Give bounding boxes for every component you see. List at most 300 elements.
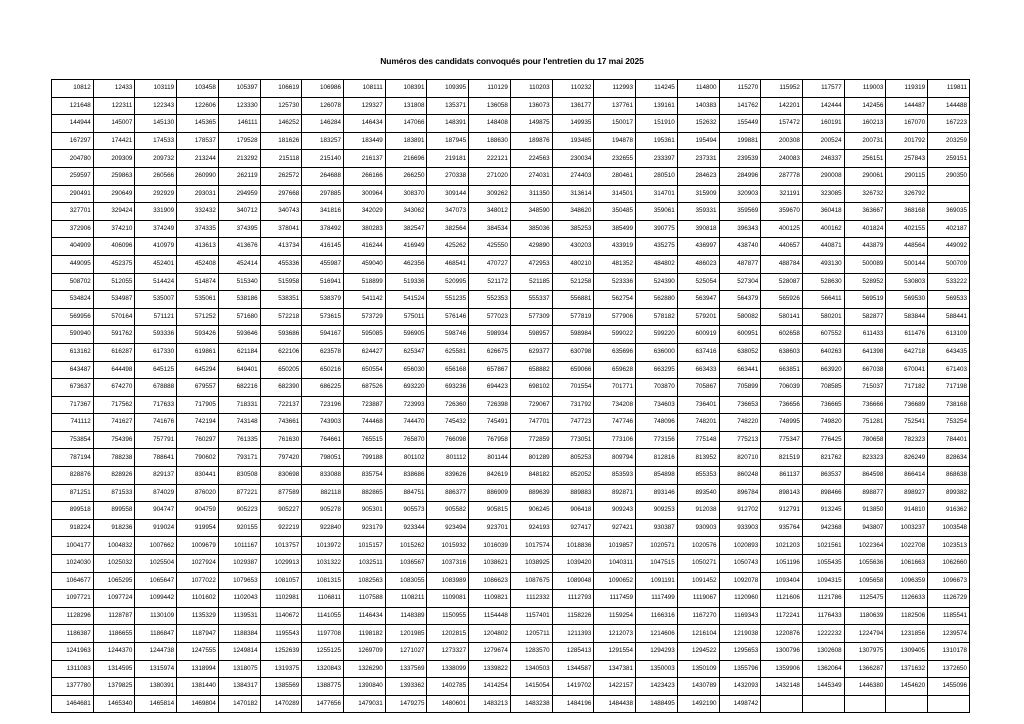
- table-cell: 629377: [510, 343, 552, 361]
- table-cell: 108391: [385, 80, 427, 98]
- table-cell: 1350109: [677, 660, 719, 678]
- table-cell: 923179: [344, 519, 386, 537]
- table-cell: 452414: [218, 255, 260, 273]
- table-cell: 1318075: [218, 660, 260, 678]
- table-row: [52, 590, 970, 608]
- table-cell: 898927: [886, 484, 928, 502]
- table-cell: 793171: [218, 449, 260, 467]
- table-cell: 262119: [218, 167, 260, 185]
- table-cell: 1148389: [385, 607, 427, 625]
- table-cell: 372906: [52, 220, 94, 238]
- table-cell: 743661: [260, 414, 302, 432]
- table-cell: 780658: [844, 431, 886, 449]
- table-cell: 1446380: [844, 678, 886, 696]
- table-row: [52, 115, 970, 133]
- table-cell: 435275: [636, 238, 678, 256]
- table-cell: 744470: [385, 414, 427, 432]
- table-cell: 734603: [636, 396, 678, 414]
- table-cell: 270338: [427, 167, 469, 185]
- table-cell: 1112332: [510, 590, 552, 608]
- table-cell: 1130109: [135, 607, 177, 625]
- table-cell: 682216: [218, 379, 260, 397]
- table-cell: 1081057: [260, 572, 302, 590]
- table-cell: 637416: [677, 343, 719, 361]
- table-cell: 734208: [594, 396, 636, 414]
- table-cell: 644498: [93, 361, 135, 379]
- table-cell: 717562: [93, 396, 135, 414]
- table-row: [52, 308, 970, 326]
- table-cell: 326792: [886, 185, 928, 203]
- table-cell: 264688: [302, 167, 344, 185]
- table-cell: 747723: [552, 414, 594, 432]
- table-cell: 500144: [886, 255, 928, 273]
- table-cell: 167070: [886, 115, 928, 133]
- table-cell: 117577: [802, 80, 844, 98]
- table-cell: 109395: [427, 80, 469, 98]
- table-row: [52, 185, 970, 203]
- table-cell: 280461: [594, 167, 636, 185]
- table-row: [52, 150, 970, 168]
- table-cell: 1423423: [636, 678, 678, 696]
- table-cell: 209732: [135, 150, 177, 168]
- table-cell: 160213: [844, 115, 886, 133]
- table-cell: 1106811: [302, 590, 344, 608]
- table-cell: 413734: [260, 238, 302, 256]
- table-cell: 593426: [177, 326, 219, 344]
- table-cell: 659066: [552, 361, 594, 379]
- table-cell: 149875: [510, 115, 552, 133]
- table-cell: 1055435: [802, 555, 844, 573]
- table-cell: 1139531: [218, 607, 260, 625]
- table-cell: 213292: [218, 150, 260, 168]
- table-cell: 1090652: [594, 572, 636, 590]
- table-cell: 860248: [719, 467, 761, 485]
- table-cell: 1202815: [427, 625, 469, 643]
- table-cell: 1214606: [636, 625, 678, 643]
- table-cell: 374395: [218, 220, 260, 238]
- table-cell: 368168: [886, 203, 928, 221]
- table-cell: 136073: [510, 97, 552, 115]
- table-cell: 1393362: [385, 678, 427, 696]
- table-cell: 533222: [928, 273, 970, 291]
- table-cell: 1108211: [385, 590, 427, 608]
- table-cell: 1432093: [719, 678, 761, 696]
- table-cell: 899518: [52, 502, 94, 520]
- table-cell: 528952: [844, 273, 886, 291]
- table-cell: 623578: [302, 343, 344, 361]
- page-title: Numéros des candidats convoqués pour l'entretien du 17 mai 2025: [380, 56, 644, 66]
- table-cell: 752541: [886, 414, 928, 432]
- table-cell: 1249814: [218, 643, 260, 661]
- table-cell: 384534: [469, 220, 511, 238]
- table-cell: 1220876: [761, 625, 803, 643]
- table-cell: 813952: [677, 449, 719, 467]
- table-cell: 922840: [302, 519, 344, 537]
- table-cell: 512055: [93, 273, 135, 291]
- table-cell: 121648: [52, 97, 94, 115]
- table-cell: 514424: [135, 273, 177, 291]
- table-cell: 1239574: [928, 625, 970, 643]
- table-cell: 140383: [677, 97, 719, 115]
- table-cell: 577819: [552, 308, 594, 326]
- table-cell: 1310178: [928, 643, 970, 661]
- table-cell: 178537: [177, 132, 219, 150]
- table-cell: 920155: [218, 519, 260, 537]
- table-cell: 1017574: [510, 537, 552, 555]
- table-cell: 761630: [260, 431, 302, 449]
- table-cell: 1291554: [594, 643, 636, 661]
- table-cell: 1120960: [719, 590, 761, 608]
- table-cell: 290061: [844, 167, 886, 185]
- table-cell: 562754: [594, 291, 636, 309]
- table-cell: 636000: [636, 343, 678, 361]
- table-cell: 896784: [719, 484, 761, 502]
- table-cell: 174533: [135, 132, 177, 150]
- table-cell: 919954: [177, 519, 219, 537]
- table-cell: 1318994: [177, 660, 219, 678]
- table-cell: 670041: [886, 361, 928, 379]
- table-cell: 1077022: [177, 572, 219, 590]
- table-cell: 828926: [93, 467, 135, 485]
- table-cell: 1004177: [52, 537, 94, 555]
- table-cell: 823323: [844, 449, 886, 467]
- table-cell: 136058: [469, 97, 511, 115]
- table-cell: 390818: [677, 220, 719, 238]
- table-cell: 1029387: [218, 555, 260, 573]
- table-cell: 209309: [93, 150, 135, 168]
- table-cell: 350485: [594, 203, 636, 221]
- table-cell: 828634: [928, 449, 970, 467]
- table-cell: 1295653: [719, 643, 761, 661]
- table-cell: 1488495: [636, 695, 678, 713]
- table-cell: 518899: [344, 273, 386, 291]
- table-cell: 863537: [802, 467, 844, 485]
- table-cell: 1086623: [469, 572, 511, 590]
- table-cell: 1112793: [552, 590, 594, 608]
- table-cell: 1047515: [636, 555, 678, 573]
- table-cell: 1101602: [177, 590, 219, 608]
- table-cell: 923494: [427, 519, 469, 537]
- table-cell: 402155: [886, 220, 928, 238]
- table-cell: 1294522: [677, 643, 719, 661]
- table-cell: 1465814: [135, 695, 177, 713]
- table-cell: 1350003: [636, 660, 678, 678]
- table-cell: 619861: [177, 343, 219, 361]
- table-cell: 1477656: [302, 695, 344, 713]
- table-cell: 1198182: [344, 625, 386, 643]
- table-cell: 916362: [928, 502, 970, 520]
- table-cell: 215118: [260, 150, 302, 168]
- table-cell: 378492: [302, 220, 344, 238]
- table-cell: 613162: [52, 343, 94, 361]
- table-cell: 135371: [427, 97, 469, 115]
- table-cell: 667038: [844, 361, 886, 379]
- table-cell: 300964: [344, 185, 386, 203]
- table-cell: 146434: [344, 115, 386, 133]
- table-cell: 359569: [719, 203, 761, 221]
- table-cell: 821762: [802, 449, 844, 467]
- table-cell: 1079653: [218, 572, 260, 590]
- table-cell: 1083055: [385, 572, 427, 590]
- table-cell: 1445349: [802, 678, 844, 696]
- table-cell: 144487: [886, 97, 928, 115]
- table-cell: 596905: [385, 326, 427, 344]
- table-cell: 913245: [802, 502, 844, 520]
- table-cell: 429890: [510, 238, 552, 256]
- table-cell: 1095658: [844, 572, 886, 590]
- table-cell: 1051196: [761, 555, 803, 573]
- table-cell: 222121: [469, 150, 511, 168]
- table-cell: 765870: [385, 431, 427, 449]
- table-cell: 290350: [928, 167, 970, 185]
- table-cell: 868638: [928, 467, 970, 485]
- table-cell: 893540: [677, 484, 719, 502]
- table-cell: 390775: [636, 220, 678, 238]
- table-cell: 1483213: [469, 695, 511, 713]
- table-cell: 292929: [135, 185, 177, 203]
- table-cell: 905301: [344, 502, 386, 520]
- table-cell: 144944: [52, 115, 94, 133]
- table-cell: 521258: [552, 273, 594, 291]
- table-cell: 167297: [52, 132, 94, 150]
- table-cell: 830508: [218, 467, 260, 485]
- table-cell: 1065647: [135, 572, 177, 590]
- table-cell: 914810: [886, 502, 928, 520]
- table-cell: 1055636: [844, 555, 886, 573]
- table-cell: 743903: [302, 414, 344, 432]
- table-cell: 1141055: [302, 607, 344, 625]
- table-cell: 195361: [636, 132, 678, 150]
- table-cell: 1344587: [552, 660, 594, 678]
- table-cell: 571121: [135, 308, 177, 326]
- table-cell: 1083989: [427, 572, 469, 590]
- table-cell: 142201: [761, 97, 803, 115]
- table-cell: 1224794: [844, 625, 886, 643]
- table-row: [52, 361, 970, 379]
- table-cell: 640263: [802, 343, 844, 361]
- table-cell: 110203: [510, 80, 552, 98]
- table-cell: 1247555: [177, 643, 219, 661]
- table-cell: 611433: [844, 326, 886, 344]
- table-cell: 593686: [260, 326, 302, 344]
- table-cell: 765515: [344, 431, 386, 449]
- table-cell: 1096673: [928, 572, 970, 590]
- table-cell: 893146: [636, 484, 678, 502]
- table-cell: 773106: [594, 431, 636, 449]
- table-cell: 413676: [218, 238, 260, 256]
- table-row: [52, 431, 970, 449]
- table-cell: 114800: [677, 80, 719, 98]
- table-row: [52, 660, 970, 678]
- table-row: [52, 238, 970, 256]
- table-cell: 1128787: [93, 607, 135, 625]
- table-cell: 657867: [469, 361, 511, 379]
- table-cell: 129327: [344, 97, 386, 115]
- table-cell: 1020893: [719, 537, 761, 555]
- table-cell: 600951: [719, 326, 761, 344]
- table-cell: 898466: [802, 484, 844, 502]
- table-cell: 679557: [177, 379, 219, 397]
- table-cell: 1150955: [427, 607, 469, 625]
- table-cell: 260566: [135, 167, 177, 185]
- table-cell: 638603: [761, 343, 803, 361]
- table-cell: 410979: [135, 238, 177, 256]
- table-cell: 521185: [510, 273, 552, 291]
- table-cell: 801102: [385, 449, 427, 467]
- table-cell: 1146434: [344, 607, 386, 625]
- table-cell: 1255125: [302, 643, 344, 661]
- table-cell: 1484438: [594, 695, 636, 713]
- table-cell: 200731: [844, 132, 886, 150]
- table-cell: 1390840: [344, 678, 386, 696]
- table-cell: 1039420: [552, 555, 594, 573]
- table-cell: 1362064: [802, 660, 844, 678]
- table-cell: 516941: [302, 273, 344, 291]
- table-cell: 659628: [594, 361, 636, 379]
- table-cell: 1062660: [928, 555, 970, 573]
- table-cell: 259863: [93, 167, 135, 185]
- table-cell: 1432148: [761, 678, 803, 696]
- table-cell: 329424: [93, 203, 135, 221]
- table-cell: 613109: [928, 326, 970, 344]
- table-cell: 1091452: [677, 572, 719, 590]
- table-cell: 224563: [510, 150, 552, 168]
- table-cell: 757791: [135, 431, 177, 449]
- table-cell: 449092: [928, 238, 970, 256]
- table-row: [52, 519, 970, 537]
- table-cell: 523336: [594, 273, 636, 291]
- table-cell: 1244738: [135, 643, 177, 661]
- table-cell: 705899: [719, 379, 761, 397]
- table-cell: 582877: [844, 308, 886, 326]
- table-cell: 643487: [52, 361, 94, 379]
- table-cell: 1465340: [93, 695, 135, 713]
- table-cell: 433919: [594, 238, 636, 256]
- table-cell: 1355796: [719, 660, 761, 678]
- table-cell: 341816: [302, 203, 344, 221]
- table-cell: 1158226: [552, 607, 594, 625]
- table-cell: 514874: [177, 273, 219, 291]
- table-cell: 625347: [385, 343, 427, 361]
- table-cell: 748096: [636, 414, 678, 432]
- table-cell: 103458: [177, 80, 219, 98]
- table-cell: 146252: [260, 115, 302, 133]
- table-cell: 528087: [761, 273, 803, 291]
- table-cell: 203259: [928, 132, 970, 150]
- table-cell: 663295: [636, 361, 678, 379]
- table-cell: 1018836: [552, 537, 594, 555]
- table-cell: 741627: [93, 414, 135, 432]
- table-cell: 898143: [761, 484, 803, 502]
- table-cell: 573615: [302, 308, 344, 326]
- table-cell: 748220: [719, 414, 761, 432]
- table-cell: 297668: [260, 185, 302, 203]
- table-cell: 1186847: [135, 625, 177, 643]
- table-cell: 152632: [677, 115, 719, 133]
- table-cell: 566411: [802, 291, 844, 309]
- table-cell: 538186: [218, 291, 260, 309]
- table-cell: 1197708: [302, 625, 344, 643]
- table-cell: 1009679: [177, 537, 219, 555]
- candidate-numbers-table-body: [52, 80, 970, 713]
- table-cell: 1307975: [844, 643, 886, 661]
- table-cell: 342029: [344, 203, 386, 221]
- table-cell: 1065295: [93, 572, 135, 590]
- table-cell: 555337: [510, 291, 552, 309]
- table-cell: 766098: [427, 431, 469, 449]
- table-row: [52, 255, 970, 273]
- table-cell: 1064677: [52, 572, 94, 590]
- table-cell: 1094315: [802, 572, 844, 590]
- table-cell: 139161: [636, 97, 678, 115]
- table-cell: 705867: [677, 379, 719, 397]
- table-cell: 753254: [928, 414, 970, 432]
- table-cell: 933903: [719, 519, 761, 537]
- table-cell: 748995: [761, 414, 803, 432]
- table-cell: 1339822: [469, 660, 511, 678]
- table-cell: 1023513: [928, 537, 970, 555]
- table-cell: 1231856: [886, 625, 928, 643]
- table-cell: 1020571: [636, 537, 678, 555]
- table-cell: 1182506: [886, 607, 928, 625]
- table-cell: 374335: [177, 220, 219, 238]
- table-cell: [844, 695, 886, 713]
- table-cell: 1302608: [802, 643, 844, 661]
- table-cell: 1081315: [302, 572, 344, 590]
- table-row: [52, 449, 970, 467]
- table-cell: 899382: [928, 484, 970, 502]
- table-cell: 260990: [177, 167, 219, 185]
- table-cell: 488784: [761, 255, 803, 273]
- table-cell: 918224: [52, 519, 94, 537]
- table-cell: 1015157: [344, 537, 386, 555]
- table-cell: 425262: [427, 238, 469, 256]
- table-cell: 378041: [260, 220, 302, 238]
- table-cell: 314501: [594, 185, 636, 203]
- table-cell: 1169343: [719, 607, 761, 625]
- table-cell: 1007662: [135, 537, 177, 555]
- table-cell: 884751: [385, 484, 427, 502]
- table-cell: 106619: [260, 80, 302, 98]
- table-cell: 658882: [510, 361, 552, 379]
- table-cell: 520995: [427, 273, 469, 291]
- table-cell: 148408: [469, 115, 511, 133]
- table-cell: 886377: [427, 484, 469, 502]
- table-cell: 569956: [52, 308, 94, 326]
- table-cell: 624427: [344, 343, 386, 361]
- table-cell: 1479031: [344, 695, 386, 713]
- table-cell: 1176433: [802, 607, 844, 625]
- table-cell: 290491: [52, 185, 94, 203]
- table-cell: 729067: [510, 396, 552, 414]
- table-cell: 744468: [344, 414, 386, 432]
- table-cell: 1372650: [928, 660, 970, 678]
- table-cell: 406096: [93, 238, 135, 256]
- table-cell: 736656: [761, 396, 803, 414]
- table-cell: 663920: [802, 361, 844, 379]
- table-cell: 468541: [427, 255, 469, 273]
- table-cell: 693236: [427, 379, 469, 397]
- table-cell: 731792: [552, 396, 594, 414]
- table-cell: 284996: [719, 167, 761, 185]
- table-cell: 1004832: [93, 537, 135, 555]
- table-cell: 1300796: [761, 643, 803, 661]
- table-cell: 922219: [260, 519, 302, 537]
- table-cell: 110232: [552, 80, 594, 98]
- table-cell: 912791: [761, 502, 803, 520]
- table-cell: 630798: [552, 343, 594, 361]
- table-cell: 1492190: [677, 695, 719, 713]
